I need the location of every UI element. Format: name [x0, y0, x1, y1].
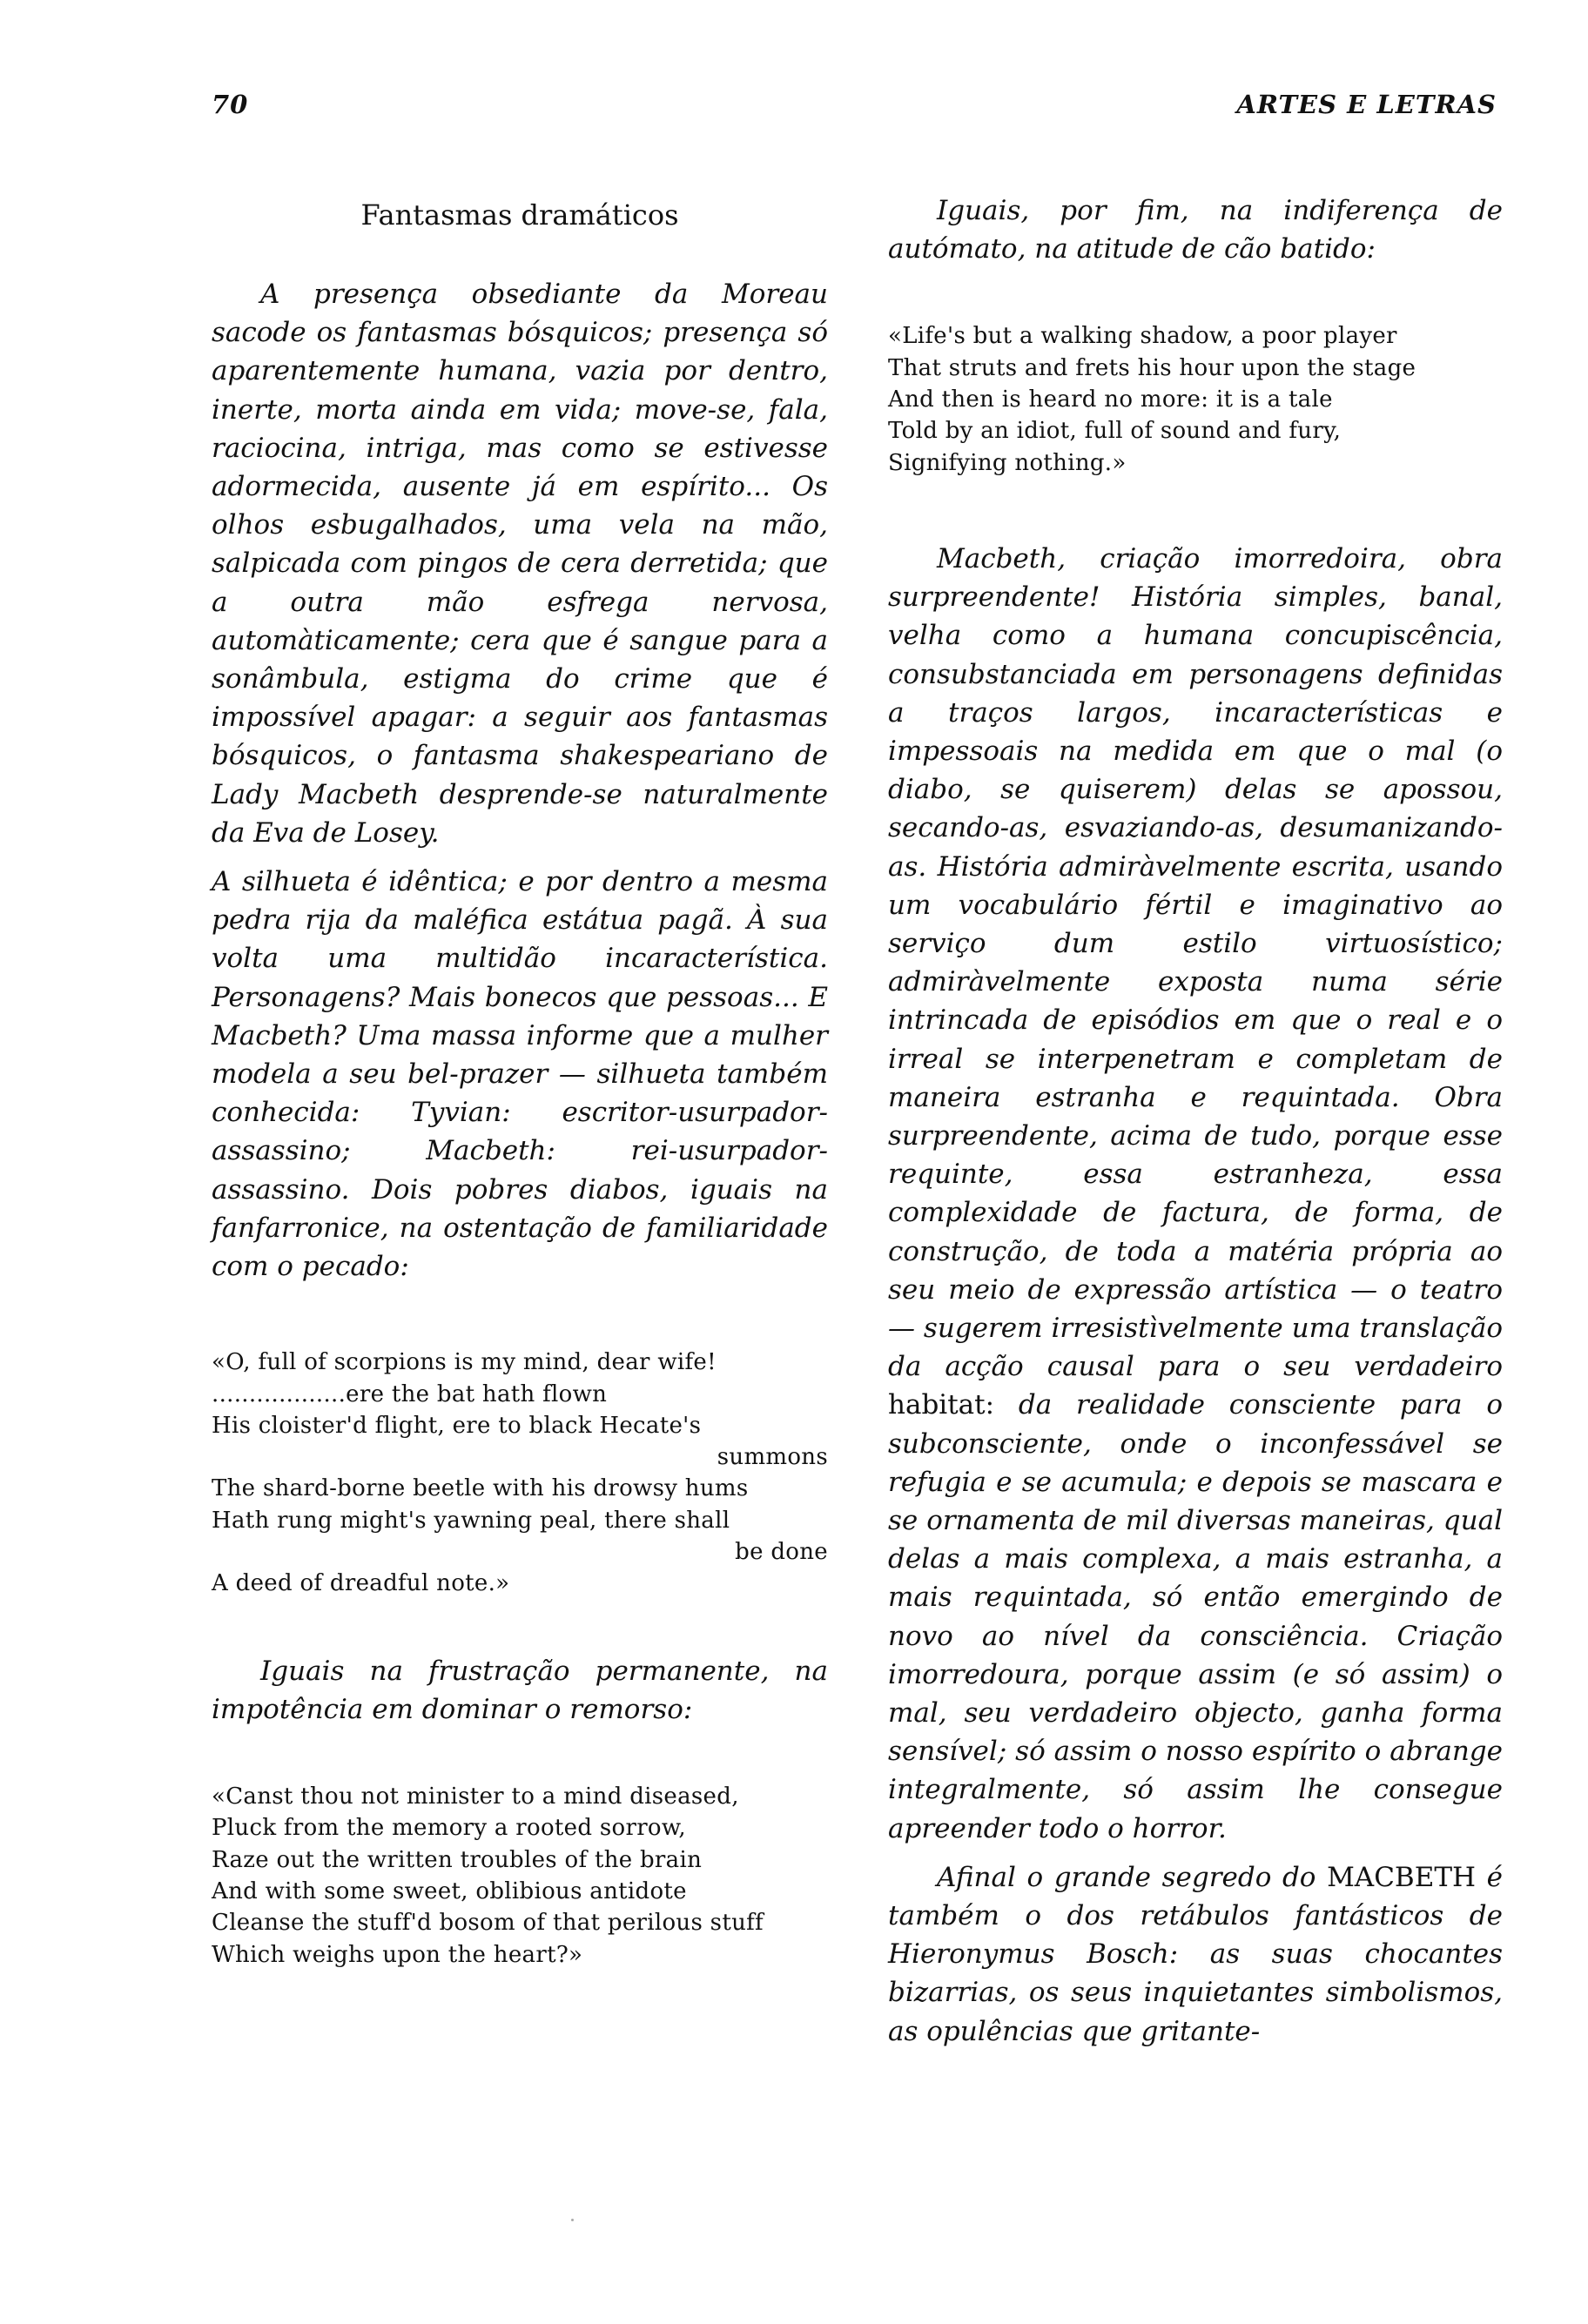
verse-line: Raze out the written troubles of the brain [212, 1846, 703, 1873]
paragraph-text: Afinal o grande segredo do [937, 1861, 1316, 1893]
paragraph: Iguais na frustração permanente, na impotência em dominar o remorso: [212, 1655, 828, 1725]
verse-line: A deed of dreadful note.» [212, 1570, 510, 1597]
paragraph-text: é também o dos retábulos fantásticos de Hieronymus Bosch: as suas chocantes bizarrias, os seus inquietantes simbolismos, as opulências que gritante- [888, 1861, 1503, 2047]
paragraph-text: da realidade consciente para o subconsciente, onde o inconfessável se refugia e se acumula; e depois se mascara e se ornamenta de mil diversas maneiras, qual delas a mais complexa, a mais estranha, a mais requintada, só então emergindo de novo ao nível da consciência. Criação imorredoura, porque assim (e só assim) o mal, seu verdadeiro objecto, ganha forma sensível; só assim o nosso espírito o abrange integralmente, só assim lhe consegue apreender todo o horror. [888, 1389, 1503, 1844]
verse-line: And with some sweet, oblibious antidote [212, 1877, 687, 1904]
upright-word: MACBETH [1327, 1861, 1477, 1893]
running-header: ARTES E LETRAS [1236, 90, 1497, 119]
verse-line: Which weighs upon the heart?» [212, 1941, 583, 1968]
paragraph: A silhueta é idêntica; e por dentro a mesma pedra rija da maléfica estátua pagã. À sua volta uma multidão incaracterística. Personagens? Mais bonecos que pessoas... E Macbeth? Uma massa informe que a mulher modela a seu bel-prazer — silhueta também conhecida: Tyvian: escritor-usurpador-assassino; Macbeth: rei-usurpador-assassino. Dois pobres diabos, iguais na fanfarronice, na ostentação de familiaridade com o pecado: [212, 866, 828, 1283]
verse-line: be done [735, 1539, 828, 1566]
paragraph: Iguais, por fim, na indiferença de autómato, na atitude de cão batido: [888, 195, 1503, 265]
verse-quote [212, 1781, 828, 1971]
verse-line: Hath rung might's yawning peal, there shall [212, 1507, 730, 1534]
paragraph [888, 540, 1503, 1848]
verse-line: His cloister'd flight, ere to black Hecate's [212, 1412, 702, 1439]
verse-line: Signifying nothing.» [888, 449, 1127, 476]
verse-line: «Canst thou not minister to a mind diseased, [212, 1783, 739, 1810]
verse-line: summons [717, 1444, 828, 1471]
verse-line: Pluck from the memory a rooted sorrow, [212, 1815, 686, 1842]
upright-word: habitat: [888, 1389, 995, 1421]
paragraph-text: Macbeth, criação imorredoira, obra surpreendente! História simples, banal, velha como a humana concupiscência, consubstanciada em personagens definidas a traços largos, incaracterísticas e impessoais na medida em que o mal (o diabo, se quiserem) delas se apossou, secando-as, esvaziando-as, desumanizando-as. História admiràvelmente escrita, usando um vocabulário fértil e imaginativo ao serviço dum estilo virtuosístico; admiràvelmente exposta numa série intrincada de episódios em que o real e o irreal se interpenetram e completam de maneira estranha e requintada. Obra surpreendente, acima de tudo, porque esse requinte, essa estranheza, essa complexidade de factura, de forma, de construção, de toda a matéria própria ao seu meio de expressão artística — o teatro — sugerem irresistìvelmente uma translação da acção causal para o seu verdadeiro [888, 542, 1503, 1383]
article-title: Fantasmas dramáticos [360, 198, 679, 232]
verse-quote [888, 320, 1503, 478]
paragraph: A presença obsediante da Moreau sacode os fantasmas bósquicos; presença só aparentemente humana, vazia por dentro, inerte, morta ainda em vida; move-se, fala, raciocina, intriga, mas como se estivesse adormecida, ausente já em espírito... Os olhos esbugalhados, uma vela na mão, salpicada com pingos de cera derretida; que a outra mão esfrega nervosa, automàticamente; cera que é sangue para a sonâmbula, estigma do crime que é impossível apagar: a seguir aos fantasmas bósquicos, o fantasma shakespeariano de Lady Macbeth desprende-se naturalmente da Eva de Losey. [212, 279, 828, 849]
verse-line: Told by an idiot, full of sound and fury, [888, 418, 1342, 445]
verse-line: Cleanse the stuff'd bosom of that perilous stuff [212, 1910, 764, 1937]
verse-line: ..................ere the bat hath flown [212, 1380, 608, 1407]
verse-line: «O, full of scorpions is my mind, dear wife! [212, 1349, 717, 1376]
verse-line: The shard-borne beetle with his drowsy hums [212, 1475, 749, 1502]
page-number: 70 [212, 90, 249, 119]
right-column [888, 185, 1503, 2051]
verse-line: That struts and frets his hour upon the stage [888, 354, 1416, 381]
paragraph [888, 1858, 1503, 2051]
verse-line: And then is heard no more: it is a tale [888, 386, 1333, 413]
verse-line: «Life's but a walking shadow, a poor player [888, 323, 1397, 350]
verse-quote [212, 1347, 828, 1599]
print-speck [571, 2219, 574, 2221]
left-column [212, 185, 828, 1971]
